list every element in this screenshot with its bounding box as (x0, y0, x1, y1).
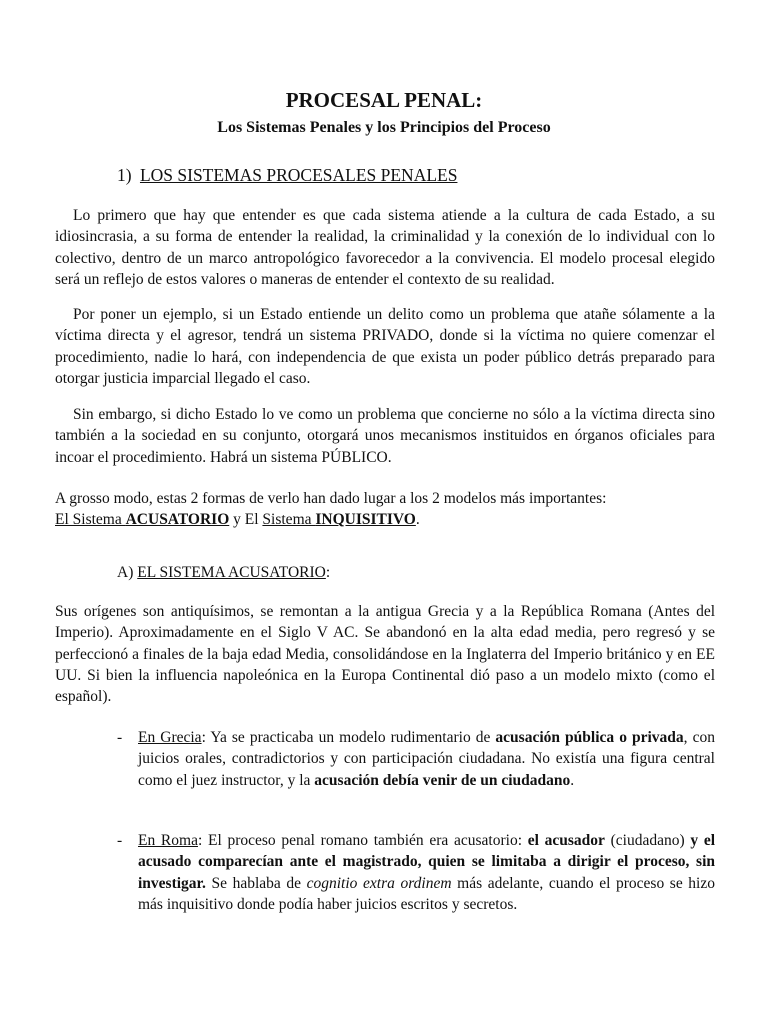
section-number: 1) (117, 165, 132, 185)
text-run: más adelante, cuando el proceso se hizo más inquisitivo donde podía haber juicios escritos y secretos. (138, 874, 715, 913)
paragraph-5: Sus orígenes son antiquísimos, se remontan a la antigua Grecia y a la República Romana (Antes del Imperio). Aproximadamente en el Siglo V AC. Se abandonó en la alta edad media, pero regresó y se perfeccionó a finales de la baja edad Media, consolidándose en la Inglaterra del Imperio británico y en EE UU. Si bien la influencia napoleónica en la Europa Continental dió paso a un modelo mixto (como el español). (55, 603, 715, 706)
bold-run: el acusador (527, 832, 605, 849)
list-dash: - (117, 729, 123, 746)
bold-run: acusación pública o privada (495, 729, 684, 746)
bold-run: acusación debía venir de un ciudadano (314, 771, 571, 789)
text-run: , con juicios orales, contradictorios y con participación ciudadana. No existía una figura central como el juez instructor, y la (138, 729, 715, 789)
section-a-title: EL SISTEMA ACUSATORIO (137, 564, 326, 581)
section-heading-1 (117, 163, 457, 187)
list-item-text (138, 727, 715, 791)
document-title: PROCESAL PENAL: (285, 88, 483, 112)
bold-run: y el acusado comparecían ante el magistrado, quien se limitaba a dirigir el proceso, sin investigar. (138, 832, 716, 892)
list-item-grecia (117, 727, 715, 791)
text-run: (ciudadano) (604, 832, 691, 849)
paragraph-1: Lo primero que hay que entender es que cada sistema atiende a la cultura de cada Estado, a su idiosincrasia, a su forma de entender la realidad, la criminalidad y la conexión de lo individual con lo colectivo, dentro de un marco antropológico favorecedor a la convivencia. El modelo procesal elegido será un reflejo de estos valores o maneras de entender el contexto de su realidad. (55, 207, 715, 288)
accusatory-term: ACUSATORIO (125, 511, 230, 529)
text-run: . (570, 771, 575, 789)
section-title: LOS SISTEMAS PROCESALES PENALES (139, 165, 458, 185)
section-a-prefix: A) (117, 564, 138, 581)
text-run: : Ya se practicaba un modelo rudimentario de (201, 729, 496, 746)
list-item-text (138, 830, 715, 915)
paragraph-4 (55, 488, 715, 531)
connector-text: y El (229, 511, 263, 529)
section-a-suffix: : (325, 564, 331, 581)
italic-run: cognitio extra ordinem (306, 874, 452, 892)
text-run: : El proceso penal romano también era acusatorio: (197, 832, 528, 849)
list-dash: - (117, 832, 123, 849)
document-subtitle: Los Sistemas Penales y los Principios del Proceso (217, 119, 551, 136)
list-item-head: En Grecia (138, 729, 202, 746)
list-item-roma (117, 830, 715, 915)
paragraph-4-line-2 (55, 509, 715, 530)
paragraph-3: Sin embargo, si dicho Estado lo ve como un problema que concierne no sólo a la víctima directa sino también a la sociedad en su conjunto, otorgará unos mecanismos instituidos en órganos oficiales para incoar el procedimiento. Habrá un sistema PÚBLICO. (55, 406, 715, 466)
section-heading-a (117, 562, 330, 583)
system-prefix-2: Sistema (262, 511, 316, 529)
paragraph-4-line-1: A grosso modo, estas 2 formas de verlo han dado lugar a los 2 modelos más importantes: (55, 490, 607, 507)
inquisitive-term: INQUISITIVO (315, 511, 416, 529)
period: . (415, 511, 420, 529)
system-prefix: El Sistema (55, 511, 126, 529)
list-item-head: En Roma (138, 832, 198, 849)
paragraph-2: Por poner un ejemplo, si un Estado entiende un delito como un problema que atañe sólamente a la víctima directa y el agresor, tendrá un sistema PRIVADO, donde si la víctima no quiere comenzar el procedimiento, nadie lo hará, con independencia de que exista un poder público detrás preparado para otorgar justicia imparcial llegado el caso. (55, 306, 715, 387)
text-run: Se hablaba de (205, 874, 307, 892)
